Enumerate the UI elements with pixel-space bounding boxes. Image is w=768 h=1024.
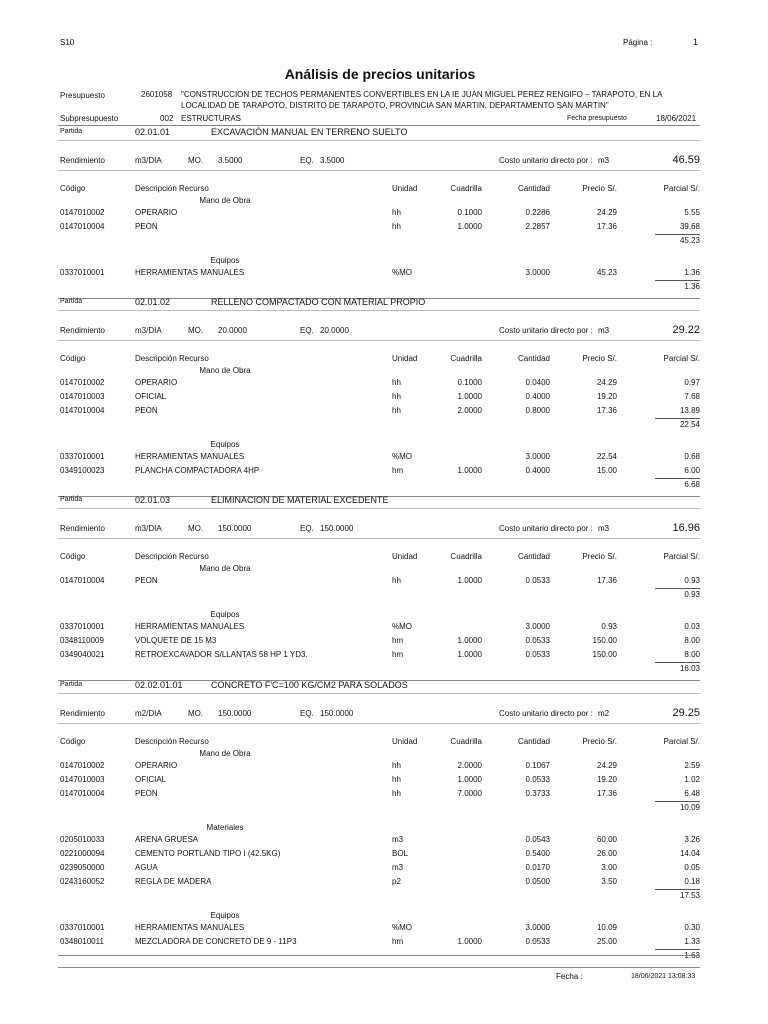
rendimiento-label: Rendimiento (60, 156, 105, 165)
footer-fecha: 18/06/2021 13:08:33 (631, 973, 696, 980)
resource-code: 0147010004 (60, 576, 105, 585)
resource-desc: VOLQUETE DE 15 M3 (135, 636, 217, 645)
resource-desc: OPERARIO (135, 208, 178, 217)
group-subtotal: 1.63 (684, 951, 700, 960)
resource-precio: 17.36 (596, 576, 617, 585)
resource-cantidad: 0.0400 (525, 378, 550, 387)
resource-desc: HERRAMIENTAS MANUALES (135, 923, 245, 932)
resource-parcial: 2.59 (684, 761, 700, 770)
col-cuadrilla: Cuadrilla (450, 737, 482, 746)
resource-code: 0349040021 (60, 650, 105, 659)
group-subtotal: 45.23 (679, 236, 700, 245)
resource-cuadrilla: 2.0000 (457, 761, 482, 770)
group-subtotal: 1.36 (684, 282, 700, 291)
resource-parcial: 0.68 (684, 452, 700, 461)
costo-unitario: 29.25 (672, 707, 700, 719)
resource-precio: 22.54 (596, 452, 617, 461)
resource-unit: hh (392, 761, 401, 770)
resource-parcial: 0.97 (684, 378, 700, 387)
resource-parcial: 14.04 (679, 849, 700, 858)
costo-unitario: 16.96 (672, 522, 700, 534)
resource-precio: 24.29 (596, 378, 617, 387)
page-label: Página : (623, 38, 653, 47)
col-unidad: Unidad (392, 552, 418, 561)
resource-cuadrilla: 1.0000 (457, 392, 482, 401)
resource-precio: 10.09 (596, 923, 617, 932)
subtotal-rule (655, 662, 700, 663)
subtotal-rule (655, 801, 700, 802)
resource-code: 0337010001 (60, 452, 105, 461)
resource-unit: hm (392, 466, 404, 475)
resource-code: 0147010004 (60, 406, 105, 415)
resource-code: 0239050000 (60, 863, 105, 872)
group-subtotal: 16.03 (679, 664, 700, 673)
costo-label: Costo unitario directo por : (499, 524, 593, 533)
resource-unit: hh (392, 406, 401, 415)
resource-unit: hm (392, 650, 404, 659)
resource-precio: 150.00 (592, 650, 617, 659)
col-cantidad: Cantidad (517, 552, 550, 561)
resource-parcial: 8.00 (684, 650, 700, 659)
resource-cuadrilla: 0.1000 (457, 208, 482, 217)
resource-parcial: 1.36 (684, 268, 700, 277)
subtotal-rule (655, 478, 700, 479)
resource-parcial: 7.68 (684, 392, 700, 401)
resource-cantidad: 0.0533 (525, 576, 550, 585)
partida-divider (58, 310, 700, 311)
eq-value: 150.0000 (320, 524, 354, 533)
rendimiento-label: Rendimiento (60, 326, 105, 335)
presupuesto-desc-line1: "CONSTRUCCION DE TECHOS PERMANENTES CONVERTIBLES EN LA IE JUAN MIGUEL PEREZ RENGIFO – TARAPOTO, EN LA (181, 90, 663, 99)
resource-cantidad: 0.5400 (525, 849, 550, 858)
resource-cantidad: 3.0000 (525, 622, 550, 631)
resource-code: 0205010033 (60, 835, 105, 844)
resource-unit: m3 (392, 835, 404, 844)
eq-label: EQ. (300, 709, 314, 718)
group-heading: Equipos (210, 610, 240, 619)
rendimiento-unit: m3/DIA (135, 524, 162, 533)
resource-code: 0337010001 (60, 622, 105, 631)
col-unidad: Unidad (392, 354, 418, 363)
group-heading: Mano de Obra (199, 749, 251, 758)
resource-code: 0147010002 (60, 378, 105, 387)
resource-unit: hh (392, 222, 401, 231)
resource-code: 0349100023 (60, 466, 105, 475)
subtotal-rule (655, 234, 700, 235)
resource-code: 0221000094 (60, 849, 105, 858)
resource-precio: 3.00 (601, 863, 617, 872)
costo-label: Costo unitario directo por : (499, 156, 593, 165)
resource-desc: PEON (135, 576, 158, 585)
subtotal-rule (655, 418, 700, 419)
resource-cuadrilla: 1.0000 (457, 466, 482, 475)
resource-unit: hh (392, 576, 401, 585)
resource-precio: 19.20 (596, 392, 617, 401)
resource-desc: ARENA GRUESA (135, 835, 199, 844)
footer-divider (58, 955, 700, 956)
col-descripcion: Descripción Recurso (135, 552, 209, 561)
rendimiento-unit: m2/DIA (135, 709, 162, 718)
resource-code: 0147010004 (60, 789, 105, 798)
partida-desc: CONCRETO F'C=100 KG/CM2 PARA SOLADOS (211, 680, 408, 690)
col-precio: Precio S/. (582, 184, 617, 193)
partida-label: Partida (60, 681, 83, 688)
partida-desc: RELLENO COMPACTADO CON MATERIAL PROPIO (211, 297, 426, 307)
resource-cantidad: 3.0000 (525, 268, 550, 277)
resource-precio: 17.36 (596, 222, 617, 231)
resource-desc: REGLA DE MADERA (135, 877, 212, 886)
group-subtotal: 0.93 (684, 590, 700, 599)
subpresupuesto-label: Subpresupuesto (60, 114, 119, 123)
rendimiento-unit: m3/DIA (135, 326, 162, 335)
resource-desc: RETROEXCAVADOR S/LLANTAS 58 HP 1 YD3. (135, 650, 308, 659)
resource-cuadrilla: 1.0000 (457, 775, 482, 784)
group-heading: Materiales (206, 823, 244, 832)
eq-value: 20.0000 (320, 326, 349, 335)
resource-code: 0147010002 (60, 761, 105, 770)
resource-desc: PEON (135, 789, 158, 798)
eq-label: EQ. (300, 156, 314, 165)
resource-unit: %MO (392, 622, 412, 631)
col-parcial: Parcial S/. (663, 552, 700, 561)
resource-cantidad: 0.8000 (525, 406, 550, 415)
resource-code: 0348010011 (60, 937, 104, 946)
resource-unit: %MO (392, 268, 412, 277)
resource-desc: OFICIAL (135, 775, 167, 784)
group-subtotal: 22.54 (679, 420, 700, 429)
rendimiento-divider (58, 538, 700, 539)
partida-divider (58, 693, 700, 694)
resource-precio: 24.29 (596, 208, 617, 217)
mo-label: MO. (188, 709, 204, 718)
costo-unitario: 29.22 (672, 324, 700, 336)
rendimiento-label: Rendimiento (60, 709, 105, 718)
partida-label: Partida (60, 298, 83, 305)
resource-cantidad: 3.0000 (525, 923, 550, 932)
resource-parcial: 3.26 (684, 835, 700, 844)
resource-precio: 3.50 (601, 877, 617, 886)
resource-precio: 25.00 (596, 937, 617, 946)
group-subtotal: 17.53 (679, 891, 700, 900)
partida-code: 02.01.03 (135, 495, 171, 505)
resource-parcial: 13.89 (679, 406, 700, 415)
mo-value: 3.5000 (218, 156, 243, 165)
partida-desc: EXCAVACIÓN MANUAL EN TERRENO SUELTO (211, 127, 408, 137)
fecha-presupuesto-label: Fecha presupuesto (567, 115, 627, 122)
partida-end-divider (58, 967, 700, 968)
resource-desc: PEON (135, 222, 158, 231)
resource-desc: MEZCLADORA DE CONCRETO DE 9 - 11P3 (135, 937, 297, 946)
resource-desc: CEMENTO PORTLAND TIPO I (42.5KG) (135, 849, 281, 858)
col-cuadrilla: Cuadrilla (450, 184, 482, 193)
costo-unit: m3 (598, 156, 610, 165)
group-heading: Mano de Obra (199, 564, 251, 573)
rendimiento-unit: m3/DIA (135, 156, 162, 165)
col-codigo: Código (60, 354, 86, 363)
col-cantidad: Cantidad (517, 354, 550, 363)
resource-code: 0147010003 (60, 775, 105, 784)
resource-parcial: 0.05 (684, 863, 700, 872)
col-precio: Precio S/. (582, 552, 617, 561)
resource-code: 0243160052 (60, 877, 105, 886)
subtotal-rule (655, 280, 700, 281)
rendimiento-label: Rendimiento (60, 524, 105, 533)
mo-label: MO. (188, 326, 204, 335)
resource-desc: HERRAMIENTAS MANUALES (135, 452, 245, 461)
resource-desc: OPERARIO (135, 761, 178, 770)
resource-cantidad: 0.0500 (525, 877, 550, 886)
resource-unit: %MO (392, 923, 412, 932)
resource-parcial: 39.68 (679, 222, 700, 231)
header-divider (58, 125, 700, 126)
resource-cuadrilla: 1.0000 (457, 222, 482, 231)
resource-cantidad: 0.0170 (525, 863, 550, 872)
partida-code: 02.01.01 (135, 127, 171, 137)
group-heading: Equipos (210, 256, 240, 265)
mo-value: 150.0000 (218, 709, 252, 718)
resource-parcial: 1.02 (684, 775, 700, 784)
presupuesto-code: 2601058 (141, 90, 173, 99)
resource-precio: 0.93 (601, 622, 617, 631)
resource-cantidad: 0.0533 (525, 650, 550, 659)
subtotal-rule (655, 949, 700, 950)
resource-code: 0337010001 (60, 268, 105, 277)
group-heading: Mano de Obra (199, 366, 251, 375)
resource-precio: 60.00 (596, 835, 617, 844)
subtotal-rule (655, 588, 700, 589)
resource-precio: 17.36 (596, 789, 617, 798)
col-cantidad: Cantidad (517, 184, 550, 193)
col-parcial: Parcial S/. (663, 184, 700, 193)
col-unidad: Unidad (392, 737, 418, 746)
partida-divider (58, 508, 700, 509)
resource-cantidad: 0.4000 (525, 466, 550, 475)
group-heading: Equipos (210, 440, 240, 449)
resource-unit: hm (392, 937, 404, 946)
resource-parcial: 0.30 (684, 923, 700, 932)
resource-cantidad: 0.0533 (525, 937, 550, 946)
resource-parcial: 0.93 (684, 576, 700, 585)
col-descripcion: Descripción Recurso (135, 737, 209, 746)
rendimiento-divider (58, 340, 700, 341)
subpresupuesto-desc: ESTRUCTURAS (181, 114, 242, 123)
resource-code: 0147010003 (60, 392, 105, 401)
resource-cantidad: 0.3733 (525, 789, 550, 798)
col-descripcion: Descripción Recurso (135, 354, 209, 363)
resource-cantidad: 0.2286 (525, 208, 550, 217)
resource-precio: 45.23 (596, 268, 617, 277)
resource-parcial: 1.33 (684, 937, 700, 946)
resource-desc: OPERARIO (135, 378, 178, 387)
col-parcial: Parcial S/. (663, 354, 700, 363)
presupuesto-label: Presupuesto (60, 91, 105, 100)
resource-cantidad: 0.0533 (525, 636, 550, 645)
presupuesto-desc-line2: LOCALIDAD DE TARAPOTO, DISTRITO DE TARAPOTO, PROVINCIA SAN MARTIN, DEPARTAMENTO SAN MARTIN" (181, 101, 609, 110)
group-heading: Mano de Obra (199, 196, 251, 205)
resource-cantidad: 0.1067 (525, 761, 550, 770)
resource-cuadrilla: 1.0000 (457, 636, 482, 645)
eq-value: 150.0000 (320, 709, 354, 718)
costo-label: Costo unitario directo por : (499, 709, 593, 718)
page-title: Análisis de precios unitarios (284, 66, 476, 82)
resource-code: 0348110009 (60, 636, 104, 645)
resource-cantidad: 0.4000 (525, 392, 550, 401)
resource-precio: 26.00 (596, 849, 617, 858)
resource-precio: 17.36 (596, 406, 617, 415)
resource-precio: 150.00 (592, 636, 617, 645)
col-parcial: Parcial S/. (663, 737, 700, 746)
col-codigo: Código (60, 737, 86, 746)
resource-precio: 24.29 (596, 761, 617, 770)
resource-cuadrilla: 7.0000 (457, 789, 482, 798)
costo-unit: m2 (598, 709, 610, 718)
rendimiento-divider (58, 723, 700, 724)
resource-unit: hh (392, 208, 401, 217)
resource-unit: hm (392, 636, 404, 645)
resource-desc: AGUA (135, 863, 158, 872)
costo-unit: m3 (598, 326, 610, 335)
eq-value: 3.5000 (320, 156, 345, 165)
col-cantidad: Cantidad (517, 737, 550, 746)
subpresupuesto-code: 002 (160, 114, 174, 123)
group-subtotal: 6.68 (684, 480, 700, 489)
resource-cuadrilla: 2.0000 (457, 406, 482, 415)
resource-unit: BOL (392, 849, 409, 858)
resource-cuadrilla: 1.0000 (457, 576, 482, 585)
resource-unit: hh (392, 789, 401, 798)
partida-code: 02.01.02 (135, 297, 171, 307)
resource-unit: p2 (392, 877, 401, 886)
resource-parcial: 5.55 (684, 208, 700, 217)
costo-label: Costo unitario directo por : (499, 326, 593, 335)
col-precio: Precio S/. (582, 737, 617, 746)
mo-label: MO. (188, 156, 204, 165)
mo-label: MO. (188, 524, 204, 533)
resource-precio: 19.20 (596, 775, 617, 784)
partida-desc: ELIMINACION DE MATERIAL EXCEDENTE (211, 495, 389, 505)
resource-desc: HERRAMIENTAS MANUALES (135, 622, 245, 631)
mo-value: 150.0000 (218, 524, 252, 533)
col-codigo: Código (60, 184, 86, 193)
resource-cantidad: 0.0533 (525, 775, 550, 784)
resource-cuadrilla: 0.1000 (457, 378, 482, 387)
resource-cantidad: 0.0543 (525, 835, 550, 844)
costo-unit: m3 (598, 524, 610, 533)
resource-parcial: 8.00 (684, 636, 700, 645)
partida-label: Partida (60, 128, 83, 135)
eq-label: EQ. (300, 326, 314, 335)
resource-code: 0337010001 (60, 923, 105, 932)
page-number: 1 (693, 37, 699, 47)
resource-unit: %MO (392, 452, 412, 461)
costo-unitario: 46.59 (672, 154, 700, 166)
resource-desc: PLANCHA COMPACTADORA 4HP (135, 466, 260, 475)
resource-cuadrilla: 1.0000 (457, 937, 482, 946)
group-subtotal: 10.09 (679, 803, 700, 812)
resource-parcial: 0.18 (684, 877, 700, 886)
partida-divider (58, 140, 700, 141)
resource-unit: hh (392, 392, 401, 401)
resource-parcial: 0.03 (684, 622, 700, 631)
resource-cantidad: 2.2857 (525, 222, 550, 231)
resource-desc: HERRAMIENTAS MANUALES (135, 268, 245, 277)
col-cuadrilla: Cuadrilla (450, 354, 482, 363)
resource-desc: PEON (135, 406, 158, 415)
col-cuadrilla: Cuadrilla (450, 552, 482, 561)
col-precio: Precio S/. (582, 354, 617, 363)
resource-code: 0147010002 (60, 208, 105, 217)
resource-code: 0147010004 (60, 222, 105, 231)
fecha-presupuesto: 18/06/2021 (656, 114, 697, 123)
col-codigo: Código (60, 552, 86, 561)
subtotal-rule (655, 889, 700, 890)
resource-parcial: 6.00 (684, 466, 700, 475)
footer-fecha-label: Fecha : (556, 972, 583, 981)
resource-parcial: 6.48 (684, 789, 700, 798)
partida-code: 02.02.01.01 (135, 680, 183, 690)
resource-desc: OFICIAL (135, 392, 167, 401)
group-heading: Equipos (210, 911, 240, 920)
resource-unit: hh (392, 775, 401, 784)
col-descripcion: Descripción Recurso (135, 184, 209, 193)
resource-cantidad: 3.0000 (525, 452, 550, 461)
resource-unit: m3 (392, 863, 404, 872)
col-unidad: Unidad (392, 184, 418, 193)
partida-label: Partida (60, 496, 83, 503)
eq-label: EQ. (300, 524, 314, 533)
resource-cuadrilla: 1.0000 (457, 650, 482, 659)
resource-precio: 15.00 (596, 466, 617, 475)
resource-unit: hh (392, 378, 401, 387)
rendimiento-divider (58, 170, 700, 171)
s10-label: S10 (60, 38, 75, 47)
mo-value: 20.0000 (218, 326, 247, 335)
